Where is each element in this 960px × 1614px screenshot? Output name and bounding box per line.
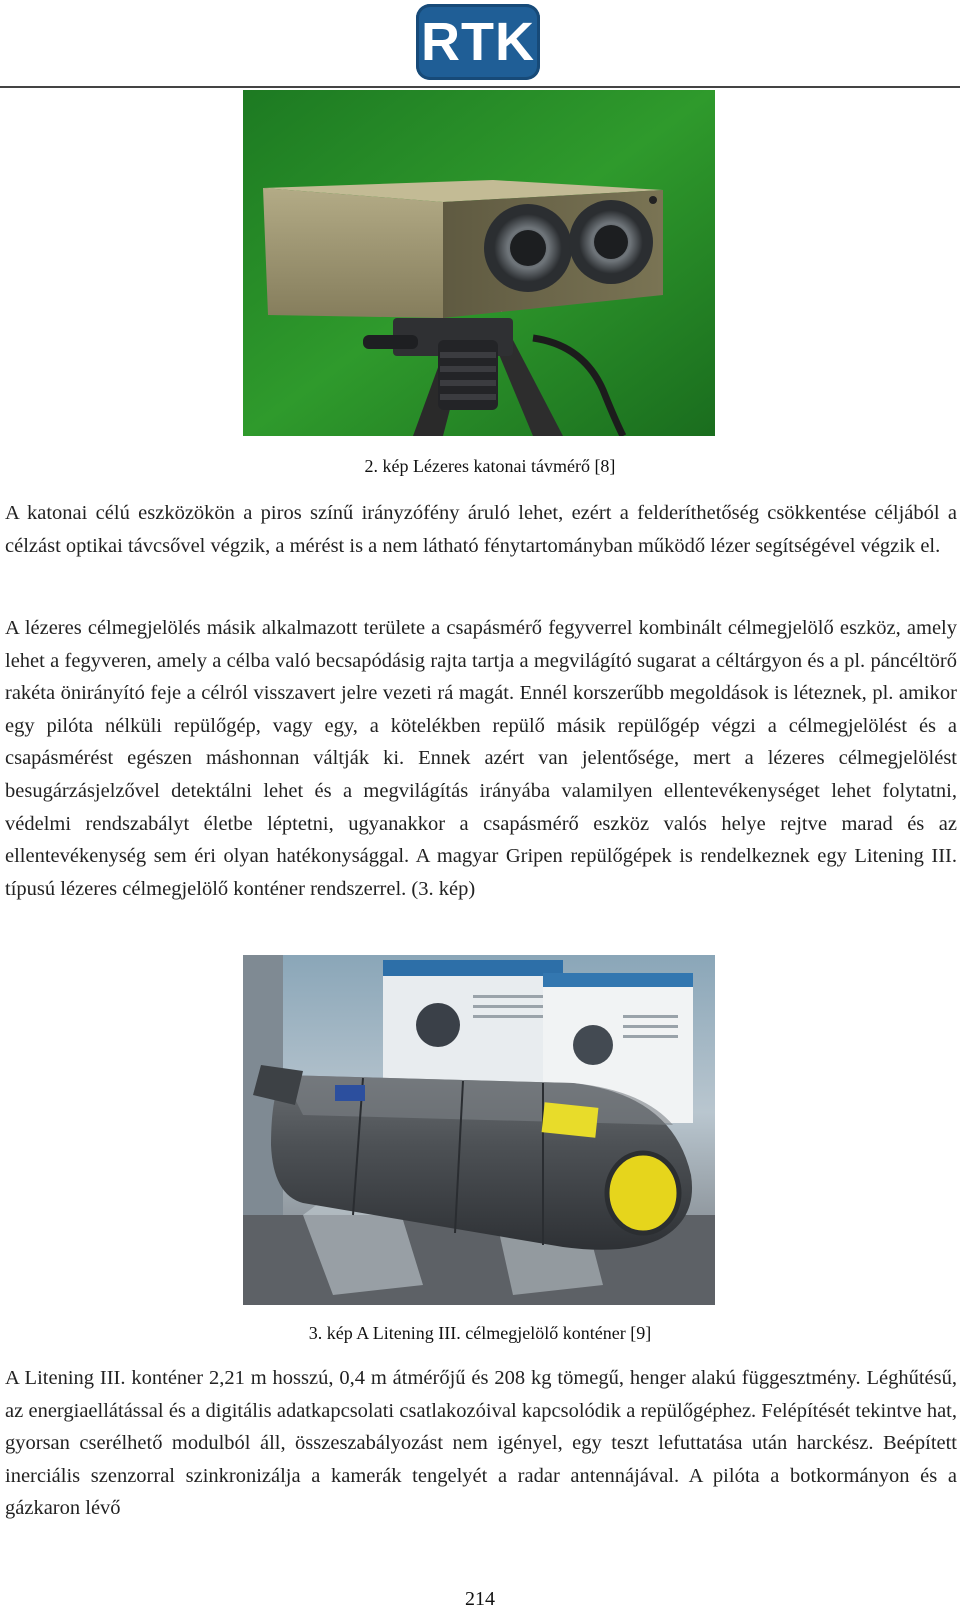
paragraph-3: A Litening III. konténer 2,21 m hosszú, 0,4 m átmérőjű és 208 kg tömegű, henger alakú függesztmény. Léghűtésű, az energiaellátással és a digitális adatkapcsolati csatlakozóival kapcsolódik a repülőgéphez. Felépítését tekintve hat, gyorsan cserélhető modulból áll, összeszabályozást nem igényel, egy teszt lefuttatása után harckész. Beépített inerciális szenzorral szinkronizálja a kamerák tengelyét a radar antennájával. A pilóta a botkormányon és a gázkaron lévő [5,1367,957,1520]
rtk-logo: RTK [416,4,540,80]
page-header [0,0,960,88]
header-rule [0,86,960,88]
litening-pod-photo [243,955,715,1305]
paragraph-2: A lézeres célmegjelölés másik alkalmazott területe a csapásmérő fegyverrel kombinált célmegjelölő eszköz, amely lehet a fegyveren, amely a célba való becsapódásig rajta tartja a megvilágító sugarat a céltárgyon és a pl. páncéltörő rakéta önirányító feje a célról visszavert jelre vezeti rá magát. Ennél korszerűbb megoldások is léteznek, pl. amikor egy pilóta nélküli repülőgép, vagy egy, a kötelékben repülő másik repülőgép végzi a célmegjelölést és a csapásmérést egészen máshonnan váltják ki. Ennek azért van jelentősége, mert a lézeres célmegjelölést besugárzásjelzővel detektálni lehet és a megvilágítás irányába valamilyen ellentevékenységet lehet folytatni, védelmi rendszabályt életbe léptetni, ugyanakkor a csapásmérő eszköz valós helye rejtve marad és az ellentevékenység sem éri olyan hatékonysággal. A magyar Gripen repülőgépek is rendelkeznek egy Litening III. típusú lézeres célmegjelölő konténer rendszerrel. (3. kép) [5,617,957,900]
figure-caption-2: 2. kép Lézeres katonai távmérő [8] [364,456,616,476]
laser-rangefinder-photo [243,90,715,436]
figure-caption-3: 3. kép A Litening III. célmegjelölő konténer [9] [308,1323,652,1343]
figure-litening-pod [243,955,715,1305]
paragraph-1: A katonai célú eszközökön a piros színű irányzófény áruló lehet, ezért a felderíthetőség csökkentése céljából a célzást optikai távcsővel végzik, a mérést is a nem látható fénytartományban működő lézer segítségével végzik el. [5,502,957,557]
page-number: 214 [465,1588,495,1610]
figure-laser-rangefinder [243,90,715,436]
